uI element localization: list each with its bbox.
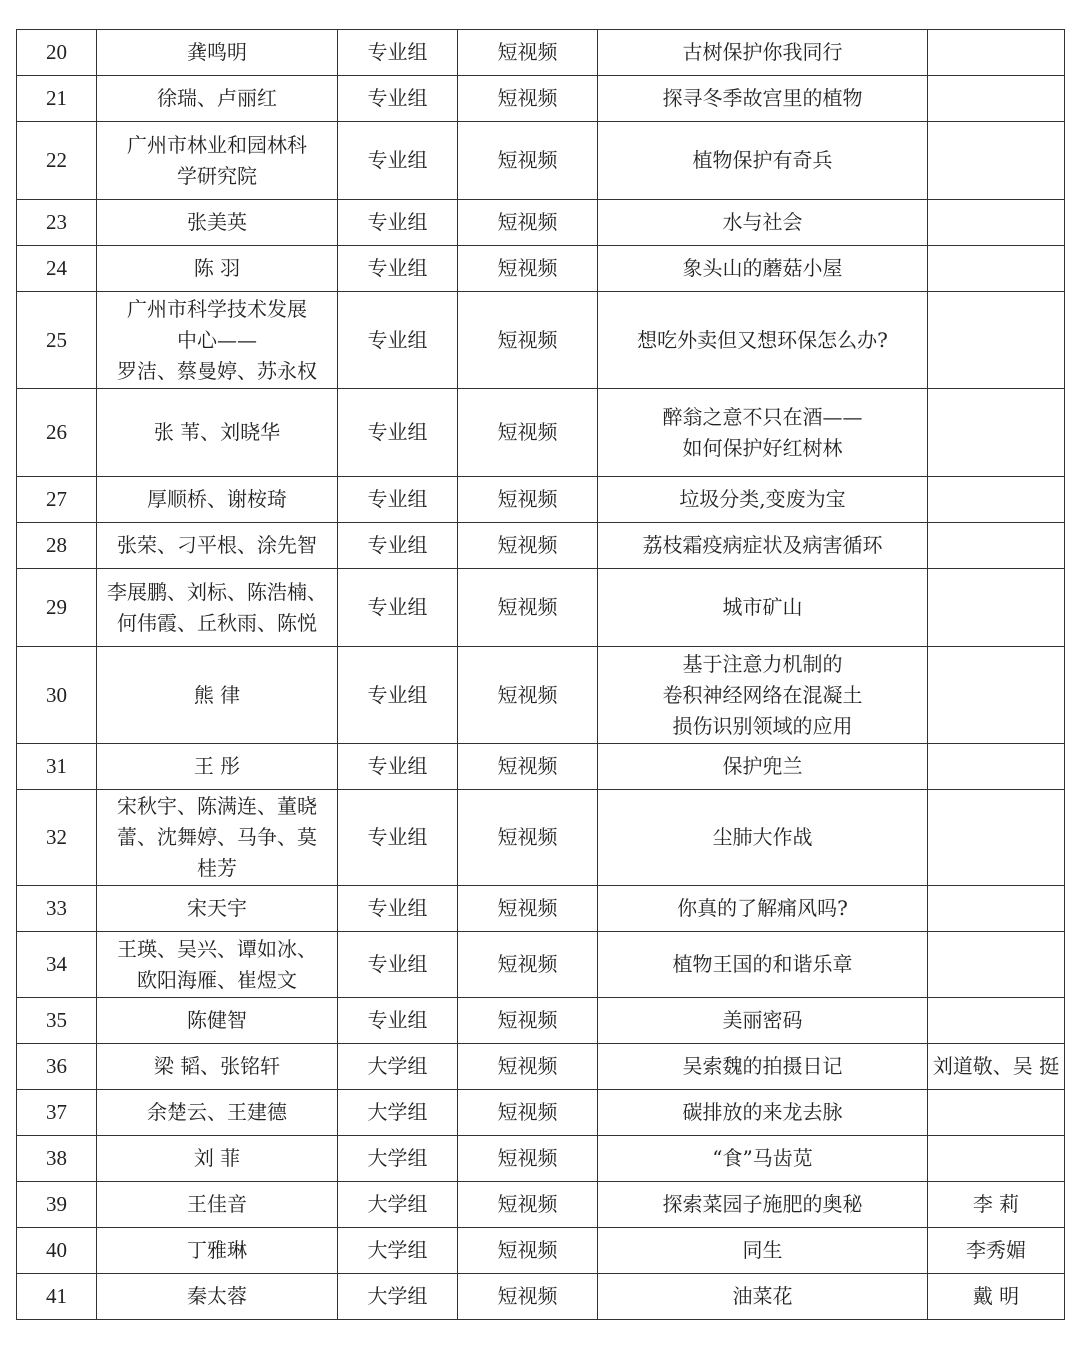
table-row (17, 76, 1065, 122)
group-cell: 大学组 (338, 1182, 458, 1228)
advisor-cell (928, 647, 1065, 744)
type-cell: 短视频 (458, 1228, 598, 1274)
title-cell: 油菜花 (598, 1274, 928, 1320)
row-number: 32 (17, 790, 97, 886)
title-cell: 城市矿山 (598, 569, 928, 647)
row-number: 34 (17, 932, 97, 998)
author-cell: 宋天宇 (97, 886, 338, 932)
table-row (17, 389, 1065, 477)
group-cell: 专业组 (338, 998, 458, 1044)
type-cell: 短视频 (458, 76, 598, 122)
advisor-cell (928, 389, 1065, 477)
group-cell: 专业组 (338, 886, 458, 932)
author-cell: 龚鸣明 (97, 30, 338, 76)
row-number: 36 (17, 1044, 97, 1090)
row-number: 40 (17, 1228, 97, 1274)
row-number: 27 (17, 477, 97, 523)
title-cell: 美丽密码 (598, 998, 928, 1044)
group-cell: 大学组 (338, 1044, 458, 1090)
title-cell: 植物保护有奇兵 (598, 122, 928, 200)
title-cell: 碳排放的来龙去脉 (598, 1090, 928, 1136)
title-cell: 探寻冬季故宫里的植物 (598, 76, 928, 122)
type-cell: 短视频 (458, 998, 598, 1044)
type-cell: 短视频 (458, 200, 598, 246)
type-cell: 短视频 (458, 30, 598, 76)
table-row (17, 477, 1065, 523)
title-cell: 荔枝霜疫病症状及病害循环 (598, 523, 928, 569)
advisor-cell (928, 1136, 1065, 1182)
group-cell: 大学组 (338, 1274, 458, 1320)
title-cell: 古树保护你我同行 (598, 30, 928, 76)
type-cell: 短视频 (458, 932, 598, 998)
table-row (17, 1136, 1065, 1182)
title-cell: 保护兜兰 (598, 744, 928, 790)
author-cell: 陈健智 (97, 998, 338, 1044)
author-cell: 丁雅琳 (97, 1228, 338, 1274)
advisor-cell: 戴 明 (928, 1274, 1065, 1320)
table-row (17, 569, 1065, 647)
group-cell: 专业组 (338, 389, 458, 477)
type-cell: 短视频 (458, 744, 598, 790)
group-cell: 专业组 (338, 76, 458, 122)
row-number: 35 (17, 998, 97, 1044)
title-cell: 尘肺大作战 (598, 790, 928, 886)
type-cell: 短视频 (458, 1182, 598, 1228)
author-cell: 李展鹏、刘标、陈浩楠、 何伟霞、丘秋雨、陈悦 (97, 569, 338, 647)
type-cell: 短视频 (458, 569, 598, 647)
table-row (17, 744, 1065, 790)
author-cell: 王瑛、吴兴、谭如冰、 欧阳海雁、崔煜文 (97, 932, 338, 998)
row-number: 23 (17, 200, 97, 246)
title-cell: 同生 (598, 1228, 928, 1274)
author-cell: 王 彤 (97, 744, 338, 790)
advisor-cell (928, 790, 1065, 886)
group-cell: 专业组 (338, 523, 458, 569)
title-cell: 象头山的蘑菇小屋 (598, 246, 928, 292)
award-list-table (16, 29, 1065, 1320)
group-cell: 大学组 (338, 1228, 458, 1274)
author-cell: 王佳音 (97, 1182, 338, 1228)
author-cell: 徐瑞、卢丽红 (97, 76, 338, 122)
advisor-cell (928, 76, 1065, 122)
advisor-cell: 刘道敬、吴 挺 (928, 1044, 1065, 1090)
table-row (17, 200, 1065, 246)
group-cell: 专业组 (338, 790, 458, 886)
group-cell: 专业组 (338, 647, 458, 744)
author-cell: 余楚云、王建德 (97, 1090, 338, 1136)
row-number: 39 (17, 1182, 97, 1228)
author-cell: 熊 律 (97, 647, 338, 744)
title-cell: 基于注意力机制的 卷积神经网络在混凝土 损伤识别领域的应用 (598, 647, 928, 744)
group-cell: 专业组 (338, 477, 458, 523)
advisor-cell (928, 998, 1065, 1044)
group-cell: 大学组 (338, 1136, 458, 1182)
table-row (17, 1090, 1065, 1136)
advisor-cell: 李秀媚 (928, 1228, 1065, 1274)
advisor-cell (928, 523, 1065, 569)
table-row (17, 932, 1065, 998)
type-cell: 短视频 (458, 122, 598, 200)
type-cell: 短视频 (458, 790, 598, 886)
advisor-cell (928, 200, 1065, 246)
group-cell: 专业组 (338, 569, 458, 647)
table-row (17, 30, 1065, 76)
row-number: 24 (17, 246, 97, 292)
title-cell: 垃圾分类,变废为宝 (598, 477, 928, 523)
author-cell: 张美英 (97, 200, 338, 246)
type-cell: 短视频 (458, 1274, 598, 1320)
author-cell: 张荣、刁平根、涂先智 (97, 523, 338, 569)
type-cell: 短视频 (458, 477, 598, 523)
table-row (17, 790, 1065, 886)
type-cell: 短视频 (458, 523, 598, 569)
author-cell: 广州市林业和园林科 学研究院 (97, 122, 338, 200)
type-cell: 短视频 (458, 886, 598, 932)
row-number: 22 (17, 122, 97, 200)
row-number: 25 (17, 292, 97, 389)
row-number: 26 (17, 389, 97, 477)
row-number: 38 (17, 1136, 97, 1182)
row-number: 29 (17, 569, 97, 647)
group-cell: 专业组 (338, 246, 458, 292)
advisor-cell (928, 1090, 1065, 1136)
advisor-cell (928, 292, 1065, 389)
author-cell: 陈 羽 (97, 246, 338, 292)
advisor-cell (928, 569, 1065, 647)
table-row (17, 292, 1065, 389)
title-cell: 想吃外卖但又想环保怎么办? (598, 292, 928, 389)
group-cell: 专业组 (338, 932, 458, 998)
author-cell: 梁 韬、张铭轩 (97, 1044, 338, 1090)
group-cell: 专业组 (338, 30, 458, 76)
group-cell: 专业组 (338, 200, 458, 246)
author-cell: 厚顺桥、谢桉琦 (97, 477, 338, 523)
type-cell: 短视频 (458, 389, 598, 477)
type-cell: 短视频 (458, 246, 598, 292)
table-row (17, 523, 1065, 569)
advisor-cell: 李 莉 (928, 1182, 1065, 1228)
author-cell: 广州市科学技术发展 中心—— 罗洁、蔡曼婷、苏永权 (97, 292, 338, 389)
type-cell: 短视频 (458, 1090, 598, 1136)
author-cell: 宋秋宇、陈满连、董晓 蕾、沈舞婷、马争、莫 桂芳 (97, 790, 338, 886)
advisor-cell (928, 477, 1065, 523)
title-cell: “食”马齿苋 (598, 1136, 928, 1182)
group-cell: 专业组 (338, 122, 458, 200)
row-number: 41 (17, 1274, 97, 1320)
type-cell: 短视频 (458, 1136, 598, 1182)
table-row (17, 1182, 1065, 1228)
title-cell: 植物王国的和谐乐章 (598, 932, 928, 998)
table-row (17, 647, 1065, 744)
row-number: 20 (17, 30, 97, 76)
row-number: 33 (17, 886, 97, 932)
advisor-cell (928, 30, 1065, 76)
group-cell: 大学组 (338, 1090, 458, 1136)
title-cell: 你真的了解痛风吗? (598, 886, 928, 932)
title-cell: 吴索魏的拍摄日记 (598, 1044, 928, 1090)
table-row (17, 1274, 1065, 1320)
row-number: 31 (17, 744, 97, 790)
row-number: 28 (17, 523, 97, 569)
table-row (17, 998, 1065, 1044)
type-cell: 短视频 (458, 292, 598, 389)
table-row (17, 886, 1065, 932)
table-row (17, 246, 1065, 292)
row-number: 30 (17, 647, 97, 744)
title-cell: 水与社会 (598, 200, 928, 246)
group-cell: 专业组 (338, 292, 458, 389)
advisor-cell (928, 886, 1065, 932)
group-cell: 专业组 (338, 744, 458, 790)
author-cell: 张 苇、刘晓华 (97, 389, 338, 477)
row-number: 37 (17, 1090, 97, 1136)
title-cell: 醉翁之意不只在酒—— 如何保护好红树林 (598, 389, 928, 477)
author-cell: 刘 菲 (97, 1136, 338, 1182)
advisor-cell (928, 246, 1065, 292)
author-cell: 秦太蓉 (97, 1274, 338, 1320)
table-row (17, 1044, 1065, 1090)
row-number: 21 (17, 76, 97, 122)
type-cell: 短视频 (458, 1044, 598, 1090)
table-row (17, 122, 1065, 200)
table-row (17, 1228, 1065, 1274)
title-cell: 探索菜园子施肥的奥秘 (598, 1182, 928, 1228)
type-cell: 短视频 (458, 647, 598, 744)
advisor-cell (928, 122, 1065, 200)
advisor-cell (928, 744, 1065, 790)
advisor-cell (928, 932, 1065, 998)
